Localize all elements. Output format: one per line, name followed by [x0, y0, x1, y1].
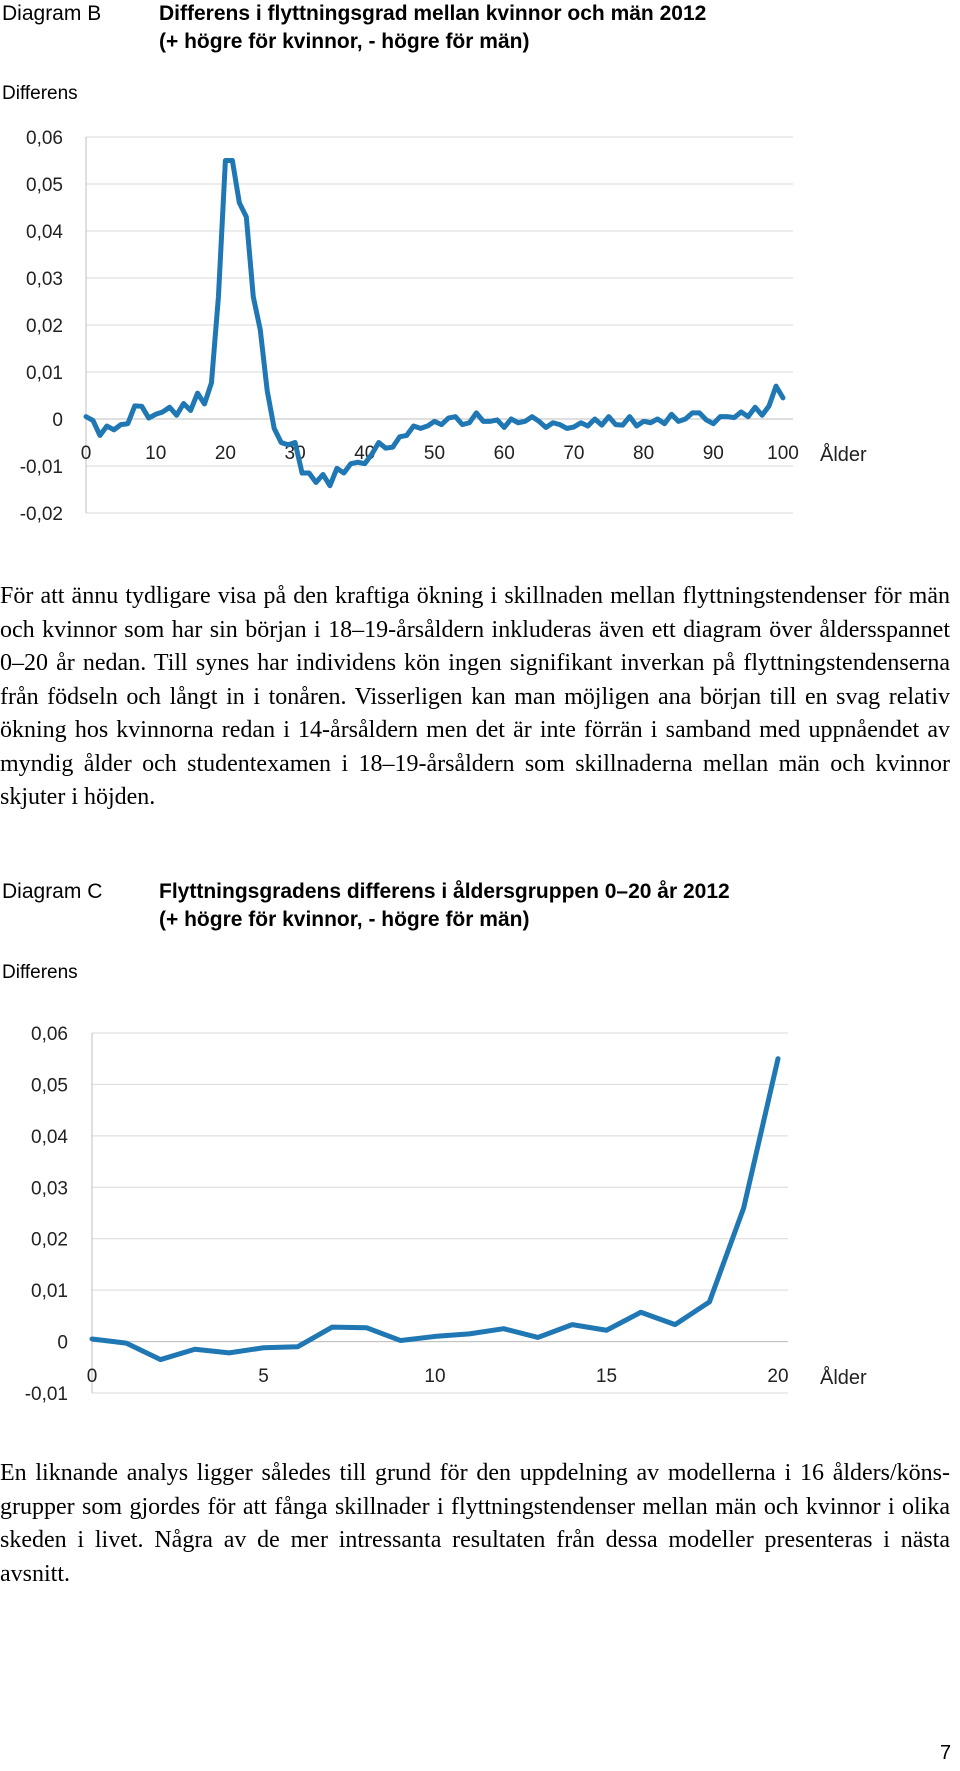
- y-tick-label: 0,02: [26, 316, 63, 337]
- y-tick-label: -0,02: [19, 504, 63, 525]
- x-tick-label: 100: [767, 443, 799, 464]
- x-axis-label: Ålder: [820, 1367, 867, 1389]
- y-tick-label: 0,04: [31, 1126, 68, 1148]
- x-tick-label: 20: [214, 443, 236, 464]
- diagram-c-subtitle: (+ högre för kvinnor, - högre för män): [159, 908, 530, 931]
- y-tick-label: -0,01: [19, 457, 63, 478]
- x-tick-label: 20: [767, 1366, 789, 1387]
- x-tick-label: 10: [424, 1366, 446, 1387]
- diagram-c-title: Flyttningsgradens differens i åldersgruppen 0–20 år 2012: [159, 880, 730, 903]
- x-tick-label: 30: [284, 443, 306, 464]
- y-tick-label: 0,06: [26, 128, 63, 149]
- x-tick-label: 60: [493, 443, 515, 464]
- x-tick-label: 0: [86, 1366, 98, 1387]
- diagram-c-label: Diagram C: [2, 880, 103, 903]
- x-tick-label: 50: [423, 443, 446, 464]
- x-tick-label: 5: [258, 1366, 269, 1387]
- y-tick-label: 0: [52, 410, 63, 431]
- y-tick-label: 0,03: [31, 1178, 68, 1200]
- y-tick-label: 0,01: [26, 363, 63, 384]
- x-tick-label: 10: [145, 443, 167, 464]
- y-tick-label: 0,05: [31, 1075, 68, 1097]
- x-tick-label: 80: [633, 443, 655, 464]
- x-tick-label: 70: [563, 443, 585, 464]
- x-axis-label: Ålder: [820, 444, 867, 466]
- paragraph-1-text: För att ännu tydligare visa på den kraftiga ökning i skillnaden mellan flyttningstendenser för män och kvinnor som har sin början i 18–19-årsåldern inkluderas även ett diagram över åldersspannet 0–20 år nedan. Till synes har individens kön ingen signifikant inverkan på flyttningstendenserna från födseln och långt in i tonåren. Visserligen kan man möjligen ana början till en svag relativ ökning hos kvinnorna redan i 14-årsåldern men det är inte förrän i samband med uppnåendet av myndig ålder och studentexamen i 18–19-årsåldern som skillnaderna mellan män och kvinnor skjuter i höjden.: [0, 583, 950, 810]
- y-tick-label: 0,06: [31, 1024, 68, 1045]
- diagram-c-ylabel: Differens: [2, 962, 78, 983]
- paragraph-2: [0, 1457, 950, 1591]
- y-tick-label: 0,04: [26, 222, 63, 243]
- y-tick-label: -0,01: [24, 1384, 68, 1405]
- diagram-b-label: Diagram B: [2, 2, 102, 25]
- x-tick-label: 15: [595, 1366, 618, 1387]
- y-tick-label: 0: [57, 1332, 68, 1354]
- y-tick-label: 0,03: [26, 269, 63, 290]
- x-tick-label: 40: [354, 443, 376, 464]
- diagram-b-title: Differens i flyttningsgrad mellan kvinnor och män 2012: [159, 2, 707, 25]
- y-tick-label: 0,02: [31, 1229, 68, 1251]
- page-number: 7: [940, 1742, 952, 1764]
- x-tick-label: 0: [80, 443, 92, 464]
- diagram-b-ylabel: Differens: [2, 83, 78, 104]
- y-tick-label: 0,05: [26, 175, 63, 196]
- diagram-b-subtitle: (+ högre för kvinnor, - högre för män): [159, 30, 530, 53]
- paragraph-2-text: En liknande analys ligger således till grund för den uppdelning av modellerna i 16 ålders/köns-grupper som gjordes för att fånga skillnader i flyttningstendenser mellan män och kvinnor i olika skeden i livet. Några av de mer intressanta resultaten från dessa modeller presenteras i nästa avsnitt.: [0, 1460, 950, 1587]
- series-line: [92, 1059, 778, 1360]
- y-tick-label: 0,01: [31, 1281, 68, 1303]
- x-tick-label: 90: [702, 443, 724, 464]
